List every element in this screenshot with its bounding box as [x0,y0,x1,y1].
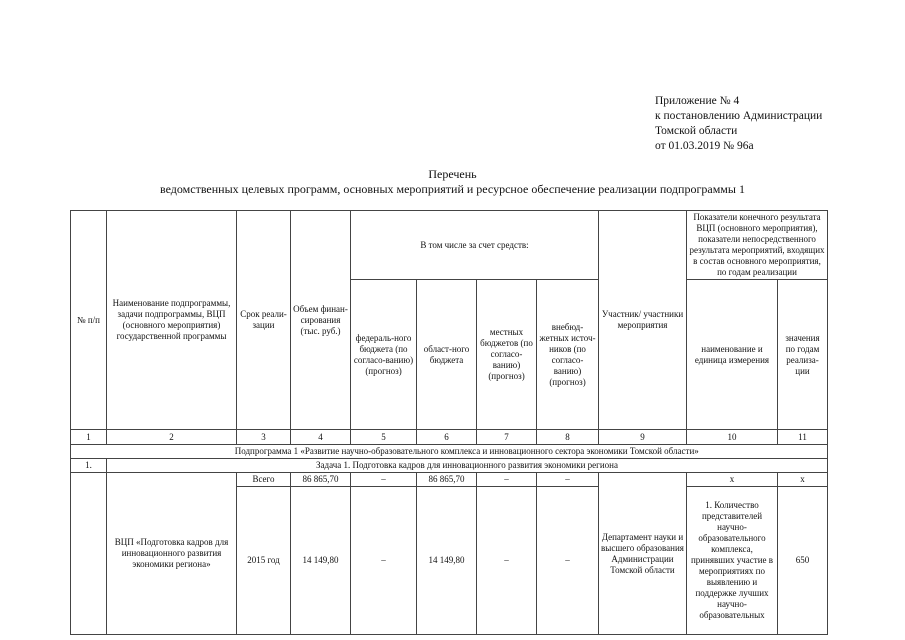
appendix-line-1: Приложение № 4 [655,95,740,107]
vcp-total-row [71,473,828,487]
header-regional: област-ного бюджета [417,280,477,430]
column-numbers-row [71,430,828,445]
vcp-name: ВЦП «Подготовка кадров для инновационного развития экономики региона» [107,473,237,635]
header-ind-name: наименование и единица измерения [687,280,778,430]
header-num: № п/п [71,211,107,430]
header-term: Срок реали-зации [237,211,291,430]
header-sources-group: В том числе за счет средств: [351,211,599,280]
vcp-total-ind-name: x [687,473,778,487]
vcp-total-extra: – [537,473,599,487]
header-ind-values: значения по годам реализа-ции [778,280,828,430]
program-table [70,210,828,635]
header-extra: внебюд-жетных источ-ников (по согласо-ванию) (прогноз) [537,280,599,430]
col-number: 2 [107,430,237,445]
subprogram-title: Подпрограмма 1 «Развитие научно-образовательного комплекса и инновационного сектора экономики Томской области» [107,445,828,459]
col-number: 3 [237,430,291,445]
subprogram-row [71,445,828,459]
vcp-total-volume: 86 865,70 [291,473,351,487]
vcp-2015-local: – [477,487,537,635]
header-volume: Объем финан-сирования (тыс. руб.) [291,211,351,430]
vcp-2015-volume: 14 149,80 [291,487,351,635]
header-row-1 [71,211,828,280]
task-num: 1. [71,459,107,473]
vcp-num-cell [71,473,107,635]
col-number: 11 [778,430,828,445]
col-number: 7 [477,430,537,445]
vcp-2015-regional: 14 149,80 [417,487,477,635]
task-row [71,459,828,473]
col-number: 9 [599,430,687,445]
vcp-2015-federal: – [351,487,417,635]
vcp-total-local: – [477,473,537,487]
document-title [0,167,905,197]
header-indicators-group [687,211,828,280]
header-local: местных бюджетов (по согласо-ванию) (прогноз) [477,280,537,430]
appendix-line-3: Томской области [655,125,738,137]
col-number: 1 [71,430,107,445]
title-main: Перечень [428,167,477,181]
task-title: Задача 1. Подготовка кадров для инновационного развития экономики региона [107,459,828,473]
vcp-2015-ind-name: 1. Количество представителей научно-образовательного комплекса, принявших участие в мероприятиях по выявлению и поддержке лучших научно-образовательных [687,487,778,635]
vcp-total-ind-value: x [778,473,828,487]
vcp-2015-term: 2015 год [237,487,291,635]
subprogram-num-cell [71,445,107,459]
vcp-total-regional: 86 865,70 [417,473,477,487]
vcp-total-term: Всего [237,473,291,487]
vcp-2015-extra: – [537,487,599,635]
header-federal: федераль-ного бюджета (по согласо-ванию) (прогноз) [351,280,417,430]
title-sub: ведомственных целевых программ, основных мероприятий и ресурсное обеспечение реализации подпрограммы 1 [160,182,745,196]
col-number: 8 [537,430,599,445]
appendix-block [655,94,822,154]
header-indicators-text: Показатели конечного результата ВЦП (основного мероприятия), показатели непосредственного результата мероприятий, входящих в состав основного мероприятия, по годам реализации [689,212,825,277]
vcp-total-federal: – [351,473,417,487]
appendix-line-2: к постановлению Администрации [655,110,823,122]
col-number: 6 [417,430,477,445]
header-name: Наименование подпрограммы, задачи подпрограммы, ВЦП (основного мероприятия) государственной программы [107,211,237,430]
vcp-participant: Департамент науки и высшего образования Администрации Томской области [599,473,687,635]
header-participant: Участник/ участники мероприятия [599,211,687,430]
appendix-line-4: от 01.03.2019 № 96а [655,140,754,152]
col-number: 10 [687,430,778,445]
col-number: 4 [291,430,351,445]
col-number: 5 [351,430,417,445]
vcp-2015-ind-value: 650 [778,487,828,635]
